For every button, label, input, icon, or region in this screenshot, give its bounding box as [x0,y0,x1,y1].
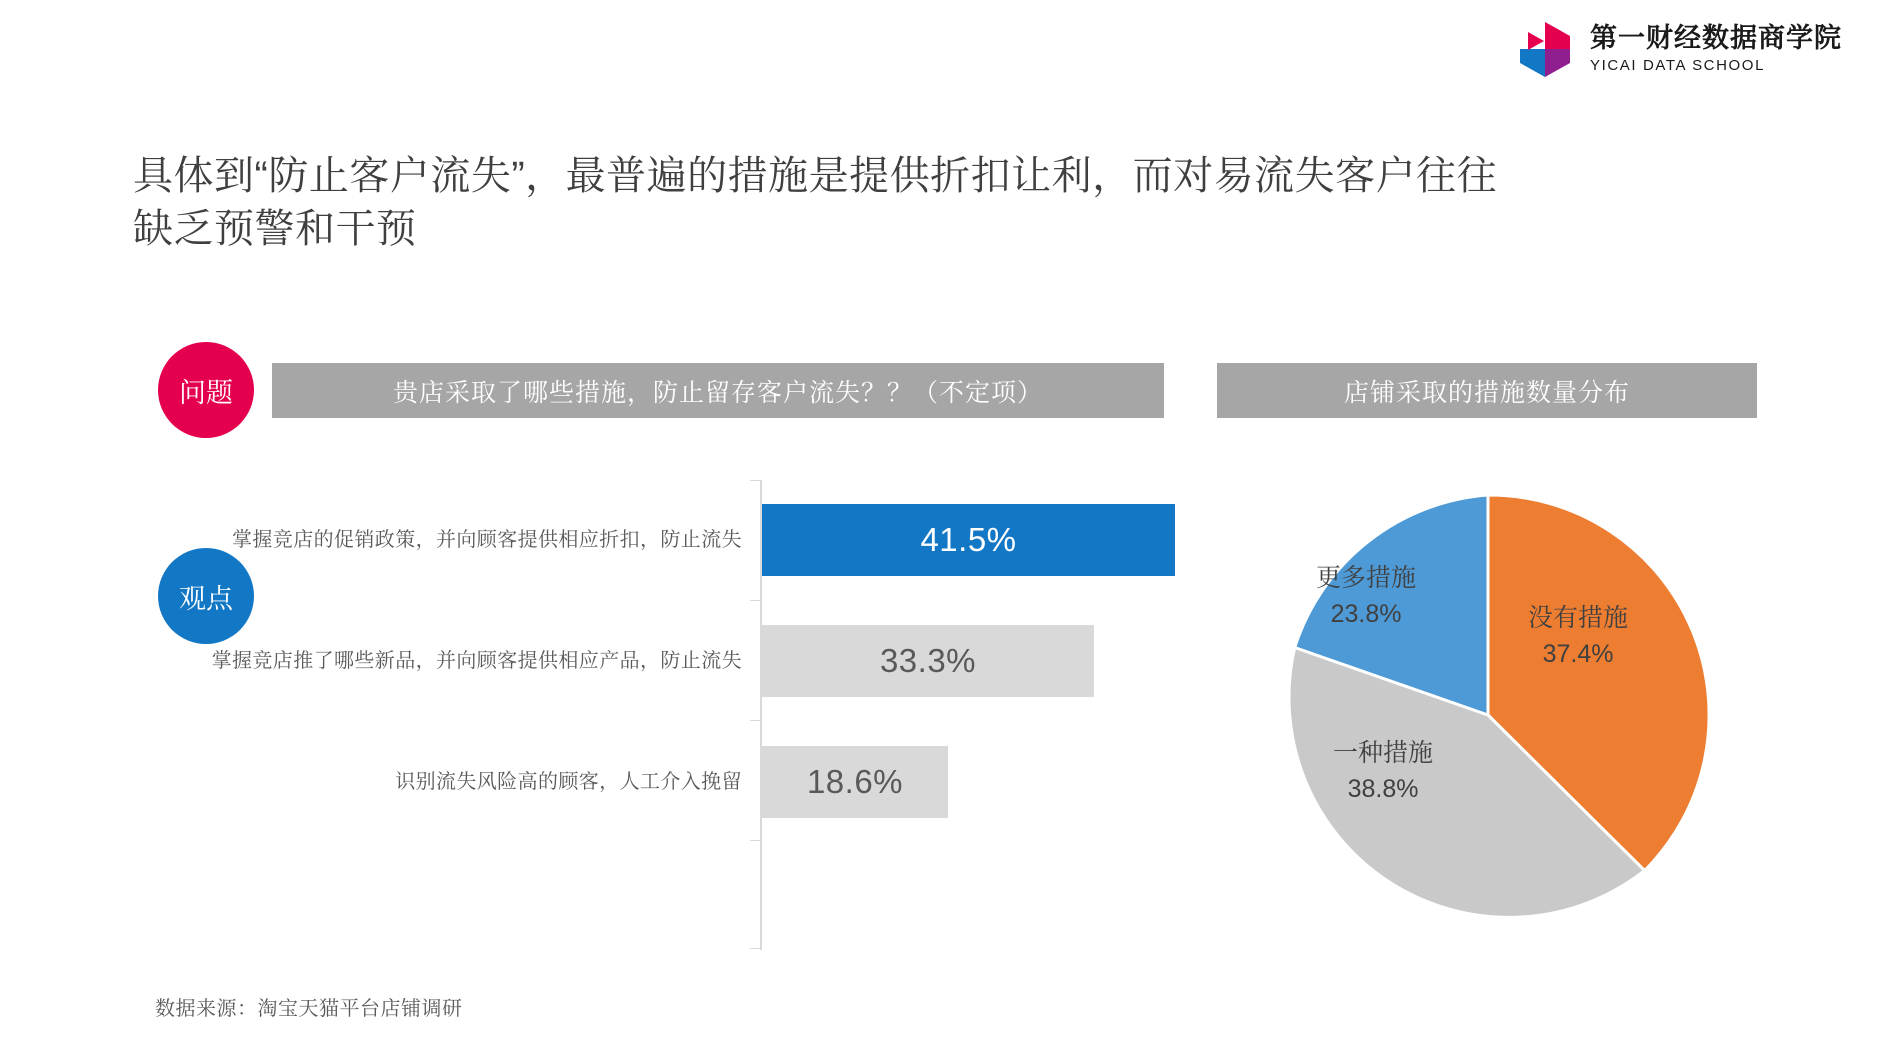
pie-label-none-value: 37.4% [1542,640,1614,669]
logo-title-cn: 第一财经数据商学院 [1590,23,1842,54]
bar-chart-tick [750,720,762,721]
bar-chart-tick [750,948,762,949]
bar-chart-tick [750,480,762,481]
bar-chart-tick [750,600,762,601]
bar-chart-tick [750,840,762,841]
bar-value: 41.5% [920,521,1017,558]
logo-title-en: YICAI DATA SCHOOL [1590,56,1766,74]
logo-mark-icon [1514,18,1576,80]
bar-row [60,746,1170,818]
question-header-left: 贵店采取了哪些措施，防止留存客户流失？？（不定项） [272,363,1164,418]
bar-fill [762,504,1175,576]
bar-fill [762,746,948,818]
data-source: 数据来源：淘宝天猫平台店铺调研 [155,998,463,1020]
pie-label-more [1316,560,1416,633]
bar-chart [60,480,1170,950]
pie-label-one-text: 一种措施 [1333,739,1434,767]
pie-label-one [1333,735,1433,808]
pie-chart [1253,480,1723,950]
bar-value: 33.3% [879,642,977,679]
bar-label: 掌握竞店的促销政策，并向顾客提供相应折扣，防止流失 [232,529,742,551]
badge-viewpoint: 观点 [158,548,254,644]
logo [1514,18,1842,80]
bar-fill [762,625,1094,697]
pie-label-none-text: 没有措施 [1528,604,1629,632]
bar-label: 识别流失风险高的顾客，人工介入挽留 [395,771,742,793]
pie-label-none [1528,600,1628,673]
page-title: 具体到“防止客户流失”，最普遍的措施是提供折扣让利，而对易流失客户往往缺乏预警和干预 [133,154,1498,252]
badge-question: 问题 [158,342,254,438]
bar-value: 18.6% [806,763,904,800]
pie-label-more-text: 更多措施 [1316,564,1417,592]
question-header-right: 店铺采取的措施数量分布 [1217,363,1757,418]
bar-label: 掌握竞店推了哪些新品，并向顾客提供相应产品，防止流失 [211,650,742,672]
logo-text [1590,24,1842,73]
pie-label-more-value: 23.8% [1330,600,1402,629]
pie-label-one-value: 38.8% [1347,775,1419,804]
